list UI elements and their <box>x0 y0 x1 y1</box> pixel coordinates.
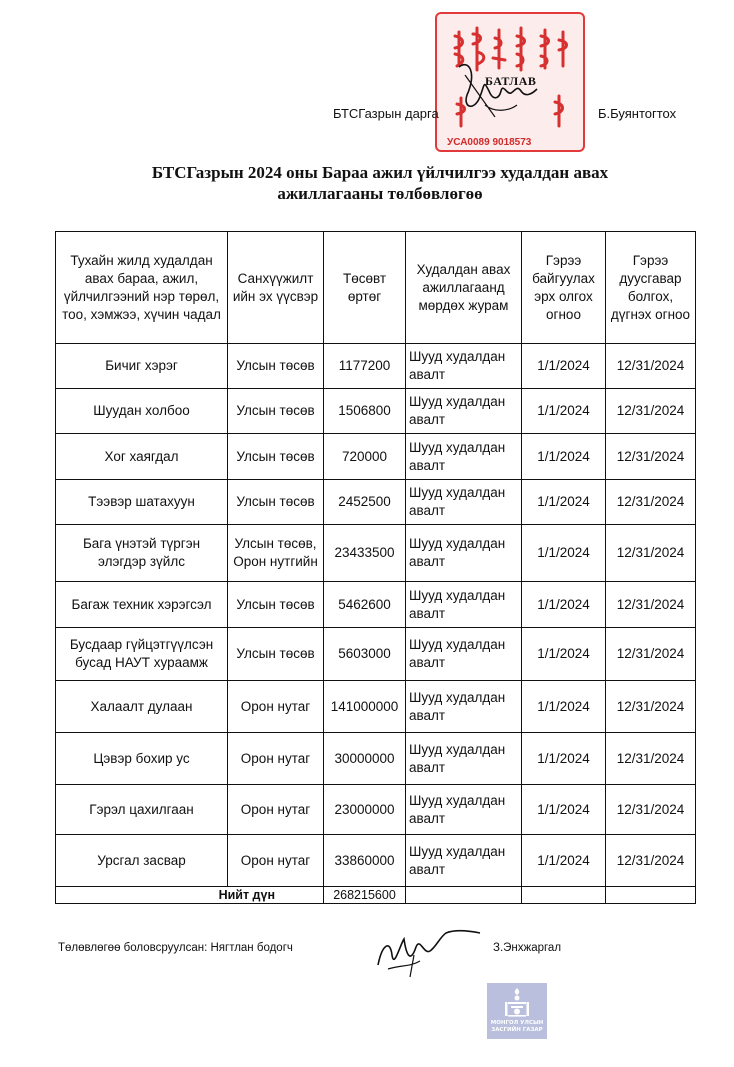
item-cell: Халаалт дулаан <box>56 681 228 733</box>
col-header-cost: Төсөвт өртөг <box>324 232 406 344</box>
end-date-cell: 12/31/2024 <box>606 344 696 389</box>
procedure-cell: Шууд худалдан авалт <box>406 389 522 434</box>
end-date-cell: 12/31/2024 <box>606 582 696 628</box>
table-row <box>56 835 696 887</box>
stamp-word: БАТЛАВ <box>485 74 537 88</box>
end-date-cell: 12/31/2024 <box>606 389 696 434</box>
start-date-cell: 1/1/2024 <box>522 681 606 733</box>
table-header-row <box>56 232 696 344</box>
procedure-cell: Шууд худалдан авалт <box>406 785 522 835</box>
start-date-cell: 1/1/2024 <box>522 434 606 480</box>
stamp-code: УСА0089 9018573 <box>447 137 532 148</box>
source-cell: Улсын төсөв <box>228 389 324 434</box>
item-cell: Бичиг хэрэг <box>56 344 228 389</box>
procedure-cell: Шууд худалдан авалт <box>406 525 522 582</box>
end-date-cell: 12/31/2024 <box>606 785 696 835</box>
source-cell: Улсын төсөв <box>228 582 324 628</box>
total-empty-cell <box>522 887 606 904</box>
start-date-cell: 1/1/2024 <box>522 785 606 835</box>
start-date-cell: 1/1/2024 <box>522 835 606 887</box>
cost-cell: 5462600 <box>324 582 406 628</box>
procedure-cell: Шууд худалдан авалт <box>406 835 522 887</box>
logo-text-line2: ЗАСГИЙН ГАЗАР <box>491 1027 543 1033</box>
start-date-cell: 1/1/2024 <box>522 480 606 525</box>
cost-cell: 1177200 <box>324 344 406 389</box>
procedure-cell: Шууд худалдан авалт <box>406 480 522 525</box>
col-header-item: Тухайн жилд худалдан авах бараа, ажил, үйлчилгээний нэр төрөл, тоо, хэмжээ, хүчин чадал <box>56 232 228 344</box>
table-row <box>56 344 696 389</box>
procedure-cell: Шууд худалдан авалт <box>406 434 522 480</box>
government-logo <box>487 983 547 1039</box>
table-row <box>56 681 696 733</box>
col-header-procedure: Худалдан авах ажиллагаанд мөрдөх журам <box>406 232 522 344</box>
end-date-cell: 12/31/2024 <box>606 434 696 480</box>
end-date-cell: 12/31/2024 <box>606 681 696 733</box>
prepared-by-label: Төлөвлөгөө боловсруулсан: Нягтлан бодогч <box>58 942 293 954</box>
source-cell: Улсын төсөв <box>228 344 324 389</box>
item-cell: Багаж техник хэрэгсэл <box>56 582 228 628</box>
total-value: 268215600 <box>324 887 406 904</box>
cost-cell: 720000 <box>324 434 406 480</box>
item-cell: Цэвэр бохир ус <box>56 733 228 785</box>
cost-cell: 1506800 <box>324 389 406 434</box>
soyombo-emblem-icon <box>504 987 530 1017</box>
prepared-by-name: З.Энхжаргал <box>493 942 562 954</box>
procedure-cell: Шууд худалдан авалт <box>406 344 522 389</box>
cost-cell: 33860000 <box>324 835 406 887</box>
table-row <box>56 480 696 525</box>
table-body <box>56 344 696 887</box>
item-cell: Бага үнэтэй түргэн элэгдэр зүйлс <box>56 525 228 582</box>
document-title <box>60 162 700 204</box>
item-cell: Шуудан холбоо <box>56 389 228 434</box>
source-cell: Орон нутаг <box>228 835 324 887</box>
end-date-cell: 12/31/2024 <box>606 733 696 785</box>
procedure-cell: Шууд худалдан авалт <box>406 628 522 681</box>
cost-cell: 23433500 <box>324 525 406 582</box>
source-cell: Улсын төсөв <box>228 434 324 480</box>
start-date-cell: 1/1/2024 <box>522 628 606 681</box>
item-cell: Тээвэр шатахуун <box>56 480 228 525</box>
cost-cell: 23000000 <box>324 785 406 835</box>
document-title-line1: БТСГазрын 2024 оны Бараа ажил үйлчилгээ худалдан авах <box>151 163 609 182</box>
table-row <box>56 785 696 835</box>
document-title-line2: ажиллагааны төлбөвлөгөө <box>277 184 483 203</box>
procurement-plan-table <box>55 231 696 904</box>
total-empty-cell <box>406 887 522 904</box>
table-row <box>56 525 696 582</box>
start-date-cell: 1/1/2024 <box>522 344 606 389</box>
total-empty-cell <box>606 887 696 904</box>
table-row <box>56 733 696 785</box>
item-cell: Гэрэл цахилгаан <box>56 785 228 835</box>
item-cell: Бусдаар гүйцэтгүүлсэн бусад НАУТ хураамж <box>56 628 228 681</box>
col-header-source: Санхүүжилт ийн эх үүсвэр <box>228 232 324 344</box>
col-header-end-date: Гэрээ дуусгавар болгох, дүгнэх огноо <box>606 232 696 344</box>
procedure-cell: Шууд худалдан авалт <box>406 681 522 733</box>
start-date-cell: 1/1/2024 <box>522 389 606 434</box>
procedure-cell: Шууд худалдан авалт <box>406 733 522 785</box>
logo-text-line1: МОНГОЛ УЛСЫН <box>490 1020 544 1026</box>
table-row <box>56 434 696 480</box>
source-cell: Улсын төсөв <box>228 480 324 525</box>
col-header-start-date: Гэрээ байгуулах эрх олгох огноо <box>522 232 606 344</box>
cost-cell: 5603000 <box>324 628 406 681</box>
procedure-cell: Шууд худалдан авалт <box>406 582 522 628</box>
total-label: Нийт дүн <box>56 887 324 904</box>
start-date-cell: 1/1/2024 <box>522 525 606 582</box>
table-row <box>56 628 696 681</box>
end-date-cell: 12/31/2024 <box>606 835 696 887</box>
source-cell: Орон нутаг <box>228 733 324 785</box>
source-cell: Орон нутаг <box>228 681 324 733</box>
director-signature-icon <box>455 55 540 125</box>
total-row <box>56 887 696 904</box>
end-date-cell: 12/31/2024 <box>606 480 696 525</box>
start-date-cell: 1/1/2024 <box>522 733 606 785</box>
cost-cell: 141000000 <box>324 681 406 733</box>
end-date-cell: 12/31/2024 <box>606 628 696 681</box>
approver-name: Б.Буянтогтох <box>598 106 677 121</box>
approver-title: БТСГазрын дарга <box>333 106 439 121</box>
cost-cell: 30000000 <box>324 733 406 785</box>
table-row <box>56 582 696 628</box>
item-cell: Урсгал засвар <box>56 835 228 887</box>
accountant-signature-icon <box>370 925 485 980</box>
item-cell: Хог хаягдал <box>56 434 228 480</box>
source-cell: Орон нутаг <box>228 785 324 835</box>
cost-cell: 2452500 <box>324 480 406 525</box>
start-date-cell: 1/1/2024 <box>522 582 606 628</box>
source-cell: Улсын төсөв <box>228 628 324 681</box>
source-cell: Улсын төсөв, Орон нутгийн <box>228 525 324 582</box>
table-row <box>56 389 696 434</box>
end-date-cell: 12/31/2024 <box>606 525 696 582</box>
